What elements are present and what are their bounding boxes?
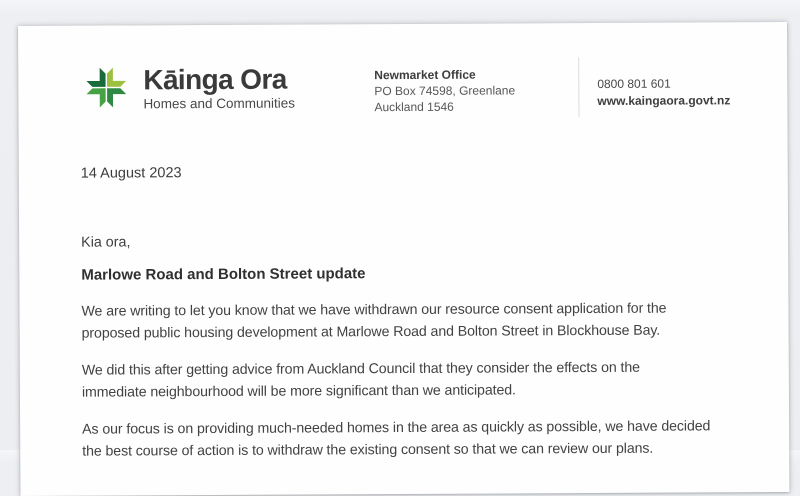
paragraph-line: We are writing to let you know that we have withdrawn our resource consent application for the <box>81 300 667 320</box>
paragraph-line: the best course of action is to withdraw the existing consent so that we can review our plans. <box>82 440 654 460</box>
office-address-block <box>374 66 578 115</box>
contact-website: www.kaingaora.govt.nz <box>597 93 731 108</box>
contact-block <box>579 75 730 110</box>
paragraph-line: immediate neighbourhood will be more significant than we anticipated. <box>81 381 516 401</box>
paragraph-line: proposed public housing development at Marlowe Road and Bolton Street in Blockhouse Bay. <box>81 322 661 342</box>
kainga-ora-logo-icon <box>80 61 132 113</box>
office-address-line2: Auckland 1546 <box>374 99 454 115</box>
salutation: Kia ora, <box>81 234 131 251</box>
paragraph-3 <box>82 416 749 462</box>
office-address-line1: PO Box 74598, Greenlane <box>374 83 516 99</box>
brand-tagline: Homes and Communities <box>143 95 296 112</box>
paragraph-1 <box>81 298 748 344</box>
brand-name: Kāinga Ora <box>143 63 287 96</box>
contact-phone: 0800 801 601 <box>597 76 671 91</box>
paragraph-2 <box>82 357 749 403</box>
office-name: Newmarket Office <box>374 67 476 83</box>
subject-line: Marlowe Road and Bolton Street update <box>81 264 366 284</box>
letterhead <box>80 58 747 119</box>
brand-block <box>80 60 374 114</box>
letter-date: 14 August 2023 <box>80 165 182 182</box>
letter-page <box>18 22 789 496</box>
paragraph-line: As our focus is on providing much-needed homes in the area as quickly as possible, we have decided <box>82 418 711 438</box>
paragraph-line: We did this after getting advice from Auckland Council that they consider the effects on the <box>81 359 640 379</box>
brand-text <box>143 65 295 113</box>
